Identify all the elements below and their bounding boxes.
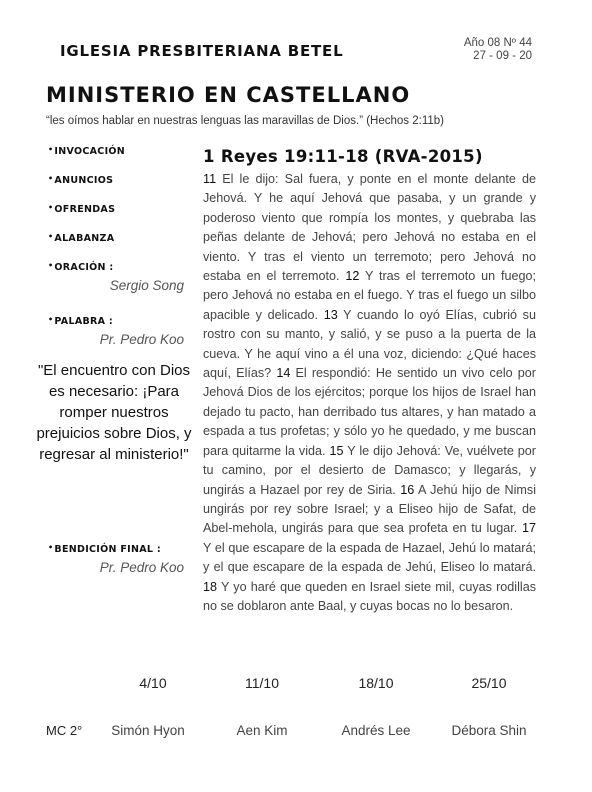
schedule-row-label: MC 2° xyxy=(46,723,83,738)
order-label: ANUNCIOS xyxy=(54,175,114,186)
order-label: ORACIÓN : xyxy=(54,262,114,273)
scripture-passage xyxy=(203,147,536,616)
schedule-date: 11/10 xyxy=(245,675,279,691)
bullet: • xyxy=(48,232,54,241)
bullet: • xyxy=(48,315,54,324)
issue-number: Año 08 Nº 44 xyxy=(463,37,532,49)
verse-text: Y le dijo Jehová: Ve, vuélvete por tu camino, por el desierto de Damasco; y llegarás, y ungirás a Hazael por rey de Siria. xyxy=(203,443,536,497)
sermon-title: "El encuentro con Dios es necesario: ¡Para romper nuestros prejuicios sobre Dios, y regresar al ministerio!" xyxy=(36,362,192,463)
verse-number: 11 xyxy=(203,172,217,186)
verse-text: El le dijo: Sal fuera, y ponte en el monte delante de Jehová. Y he aquí Jehová que pasaba, y un grande y poderoso viento que rompía los montes, y quebraba las peñas delante de Jehová; pero Jehová no estaba en el viento. Y tras el viento un terremoto; pero Jehová no estaba en el terremoto. xyxy=(203,172,536,284)
verse-text: A Jehú hijo de Nimsi ungirás por rey sobre Israel; y a Eliseo hijo de Safat, de Abel-mehola, ungirás para que sea profeta en tu lugar. xyxy=(203,482,537,536)
oracion-person: Sergio Song xyxy=(109,278,184,293)
schedule-date: 18/10 xyxy=(358,675,394,691)
church-name: IGLESIA PRESBITERIANA BETEL xyxy=(60,42,344,60)
order-label: PALABRA : xyxy=(54,316,113,327)
order-item-anuncios xyxy=(48,169,194,198)
order-label: INVOCACIÓN xyxy=(54,146,126,157)
schedule-name: Andrés Lee xyxy=(341,723,411,738)
order-label: BENDICIÓN FINAL : xyxy=(54,544,161,555)
order-item-bendicion xyxy=(48,538,194,560)
schedule-name: Aen Kim xyxy=(236,723,288,738)
verse-number: 18 xyxy=(203,579,218,594)
verse-number: 14 xyxy=(276,366,291,381)
passage-text xyxy=(203,170,536,616)
verse-text: El respondió: He sentido un vivo celo por Jehová Dios de los ejércitos; porque los hijos de Israel han dejado tu pacto, han derribado tus altares, y han matado a espada a tus profetas; y sólo yo he quedado, y me buscan para quitarme la vida. xyxy=(203,366,536,458)
issue-date: 27 - 09 - 20 xyxy=(473,50,532,62)
bullet: • xyxy=(48,543,54,552)
order-item-oracion xyxy=(48,256,194,278)
palabra-person: Pr. Pedro Koo xyxy=(99,332,184,347)
bullet: • xyxy=(48,174,54,183)
order-item-palabra xyxy=(48,310,194,332)
bullet: • xyxy=(48,145,54,154)
order-item-invocacion xyxy=(48,140,194,169)
verse-number: 15 xyxy=(329,443,344,458)
order-label: OFRENDAS xyxy=(54,204,116,215)
verse-number: 16 xyxy=(400,482,415,497)
bendicion-person: Pr. Pedro Koo xyxy=(99,560,184,575)
bullet: • xyxy=(48,261,54,270)
passage-title: 1 Reyes 19:11-18 (RVA-2015) xyxy=(203,147,483,166)
bullet: • xyxy=(48,203,54,212)
schedule-date: 4/10 xyxy=(139,675,167,691)
verse-text: Y tras el terremoto un fuego; pero Jehová no estaba en el fuego. Y tras el fuego un silbo apacible y delicado. xyxy=(203,269,536,322)
schedule-name: Débora Shin xyxy=(451,723,527,738)
order-item-alabanza xyxy=(48,227,194,256)
order-label: ALABANZA xyxy=(54,233,115,244)
motto: “les oímos hablar en nuestras lenguas las maravillas de Dios.” (Hechos 2:11b) xyxy=(46,115,445,127)
verse-text: Y cuando lo oyó Elías, cubrió su rostro con su manto, y salió, y se puso a la puerta de la cueva. Y he aquí vino a él una voz, diciendo: ¿Qué haces aquí, Elías? xyxy=(203,307,536,381)
order-item-ofrendas xyxy=(48,198,194,227)
schedule-date: 25/10 xyxy=(471,675,507,691)
issue-info xyxy=(464,37,532,63)
verse-number: 13 xyxy=(323,307,338,322)
verse-number: 17 xyxy=(521,521,536,536)
verse-number: 12 xyxy=(345,269,360,284)
ministry-title: MINISTERIO EN CASTELLANO xyxy=(46,83,411,107)
order-of-service xyxy=(36,140,194,575)
verse-text: Y el que escapare de la espada de Hazael, Jehú lo matará; y el que escapare de la espada de Jehú, Eliseo lo matará. xyxy=(203,540,536,575)
verse-text: Y yo haré que queden en Israel siete mil, cuyas rodillas no se doblaron ante Baal, y cuyas bocas no lo besaron. xyxy=(203,579,536,613)
schedule-name: Simón Hyon xyxy=(111,723,185,738)
